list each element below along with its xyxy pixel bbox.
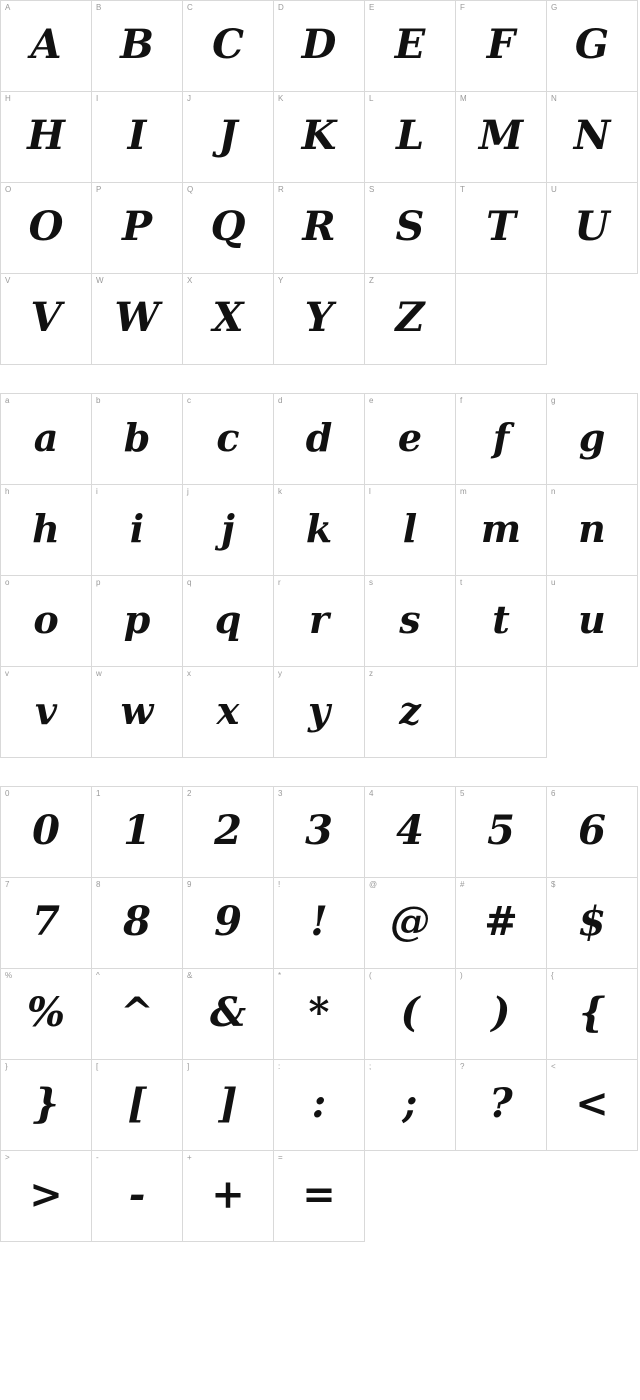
glyph-cell[interactable] (1, 1060, 92, 1151)
glyph-code: s (369, 578, 373, 587)
glyph-cell[interactable] (547, 576, 638, 667)
glyph-code: l (369, 487, 371, 496)
glyph-cell[interactable] (274, 576, 365, 667)
glyph-code: M (460, 94, 467, 103)
glyph-table-digits-symbols (0, 786, 638, 1242)
glyph-cell[interactable] (547, 183, 638, 274)
glyph-cell[interactable] (456, 183, 547, 274)
glyph-cell[interactable] (183, 667, 274, 758)
glyph-cell[interactable] (547, 1060, 638, 1151)
glyph-code: [ (96, 1062, 99, 1071)
glyph-character: = (302, 1170, 336, 1218)
glyph-code: W (96, 276, 104, 285)
glyph-character: X (212, 293, 244, 341)
glyph-cell[interactable] (92, 394, 183, 485)
glyph-code: 0 (5, 789, 10, 798)
glyph-code: 4 (369, 789, 374, 798)
glyph-cell[interactable] (274, 274, 365, 365)
glyph-character: > (29, 1170, 63, 1218)
glyph-cell-blank (365, 1151, 456, 1242)
glyph-cell-blank (456, 1151, 547, 1242)
glyph-cell-blank (547, 667, 638, 758)
table-row (1, 787, 638, 878)
glyph-cell[interactable] (1, 787, 92, 878)
glyph-cell[interactable] (547, 969, 638, 1060)
glyph-cell[interactable] (274, 92, 365, 183)
glyph-character: T (486, 202, 516, 250)
glyph-code: p (96, 578, 101, 587)
table-row (1, 485, 638, 576)
glyph-code: E (369, 3, 375, 12)
glyph-character: ! (310, 897, 328, 945)
glyph-code: T (460, 185, 465, 194)
glyph-cell[interactable] (183, 485, 274, 576)
glyph-character: j (221, 505, 235, 551)
glyph-code: r (278, 578, 281, 587)
glyph-code: Y (278, 276, 284, 285)
glyph-code: B (96, 3, 102, 12)
glyph-character: S (395, 202, 425, 250)
glyph-character: x (216, 687, 240, 733)
glyph-code: D (278, 3, 284, 12)
glyph-code: 1 (96, 789, 101, 798)
glyph-character: m (480, 505, 522, 551)
glyph-block-uppercase (0, 0, 640, 365)
glyph-cell[interactable] (274, 878, 365, 969)
glyph-character: L (395, 111, 425, 159)
glyph-cell[interactable] (365, 1, 456, 92)
glyph-cell[interactable] (456, 787, 547, 878)
glyph-table-uppercase (0, 0, 638, 365)
glyph-code: x (187, 669, 191, 678)
glyph-cell-empty (456, 274, 547, 365)
glyph-code: ? (460, 1062, 465, 1071)
glyph-code: c (187, 396, 191, 405)
glyph-character: V (30, 293, 62, 341)
table-row (1, 274, 638, 365)
glyph-cell[interactable] (274, 1151, 365, 1242)
glyph-character: Y (304, 293, 334, 341)
glyph-cell[interactable] (274, 969, 365, 1060)
glyph-cell[interactable] (92, 485, 183, 576)
glyph-character: K (301, 111, 337, 159)
table-row (1, 576, 638, 667)
glyph-cell-blank (547, 1151, 638, 1242)
block-separator (0, 758, 630, 786)
glyph-character: b (123, 414, 151, 460)
glyph-code: G (551, 3, 558, 12)
table-row (1, 92, 638, 183)
glyph-code: ] (187, 1062, 190, 1071)
glyph-code: < (551, 1062, 556, 1071)
glyph-character: 3 (305, 806, 333, 854)
glyph-code: Z (369, 276, 374, 285)
glyph-cell[interactable] (274, 1, 365, 92)
glyph-code: R (278, 185, 284, 194)
glyph-cell[interactable] (1, 394, 92, 485)
glyph-character: ^ (120, 988, 154, 1036)
glyph-code: 8 (96, 880, 101, 889)
glyph-code: $ (551, 880, 556, 889)
glyph-code: 9 (187, 880, 192, 889)
glyph-code: X (187, 276, 193, 285)
glyph-character: $ (578, 897, 606, 945)
glyph-code: ) (460, 971, 463, 980)
glyph-cell[interactable] (456, 1, 547, 92)
glyph-code: m (460, 487, 467, 496)
table-row (1, 1151, 638, 1242)
glyph-character: { (579, 988, 605, 1036)
glyph-character: 9 (214, 897, 242, 945)
glyph-character: o (33, 596, 59, 642)
glyph-code: j (187, 487, 189, 496)
glyph-code: 7 (5, 880, 10, 889)
glyph-cell[interactable] (365, 274, 456, 365)
glyph-character: z (399, 687, 421, 733)
glyph-code: ! (278, 880, 281, 889)
glyph-character: J (218, 111, 238, 159)
glyph-cell[interactable] (1, 183, 92, 274)
glyph-code: ^ (96, 971, 100, 980)
glyph-character: t (492, 596, 510, 642)
glyph-cell[interactable] (92, 787, 183, 878)
glyph-code: d (278, 396, 283, 405)
glyph-cell[interactable] (274, 787, 365, 878)
glyph-character: } (33, 1079, 59, 1127)
glyph-code: b (96, 396, 101, 405)
glyph-character: r (308, 596, 330, 642)
glyph-cell[interactable] (547, 92, 638, 183)
glyph-character: d (305, 414, 333, 460)
glyph-code: = (278, 1153, 283, 1162)
glyph-cell[interactable] (92, 667, 183, 758)
glyph-cell[interactable] (92, 576, 183, 667)
glyph-cell[interactable] (92, 1, 183, 92)
glyph-cell[interactable] (547, 1, 638, 92)
table-row (1, 878, 638, 969)
glyph-cell[interactable] (456, 969, 547, 1060)
glyph-code: n (551, 487, 556, 496)
glyph-character: & (209, 988, 247, 1036)
glyph-code: v (5, 669, 9, 678)
glyph-code: 3 (278, 789, 283, 798)
glyph-cell[interactable] (274, 485, 365, 576)
glyph-cell[interactable] (365, 576, 456, 667)
glyph-cell[interactable] (456, 92, 547, 183)
glyph-cell[interactable] (365, 394, 456, 485)
glyph-code: C (187, 3, 193, 12)
table-row (1, 667, 638, 758)
glyph-character: v (34, 687, 58, 733)
glyph-cell[interactable] (365, 485, 456, 576)
glyph-character: 4 (396, 806, 424, 854)
glyph-cell[interactable] (1, 92, 92, 183)
glyph-cell[interactable] (183, 92, 274, 183)
glyph-cell[interactable] (1, 969, 92, 1060)
glyph-cell[interactable] (365, 667, 456, 758)
glyph-character: u (578, 596, 606, 642)
glyph-code: a (5, 396, 10, 405)
glyph-cell[interactable] (92, 969, 183, 1060)
glyph-character: 8 (123, 897, 151, 945)
glyph-cell[interactable] (274, 394, 365, 485)
glyph-character: C (212, 20, 244, 68)
glyph-cell[interactable] (365, 969, 456, 1060)
glyph-character: < (575, 1079, 609, 1127)
glyph-character: p (123, 596, 151, 642)
glyph-cell[interactable] (274, 183, 365, 274)
glyph-code: S (369, 185, 375, 194)
glyph-code: - (96, 1153, 99, 1162)
glyph-code: u (551, 578, 556, 587)
glyph-cell[interactable] (456, 576, 547, 667)
glyph-cell[interactable] (1, 485, 92, 576)
glyph-character: e (397, 414, 423, 460)
glyph-character: q (214, 596, 242, 642)
glyph-character: G (574, 20, 610, 68)
glyph-character: W (114, 293, 160, 341)
glyph-cell[interactable] (183, 394, 274, 485)
glyph-cell[interactable] (92, 878, 183, 969)
glyph-code: e (369, 396, 374, 405)
glyph-code: q (187, 578, 192, 587)
glyph-cell[interactable] (92, 183, 183, 274)
glyph-cell[interactable] (183, 1, 274, 92)
glyph-character: # (484, 897, 518, 945)
glyph-character: P (121, 202, 153, 250)
glyph-character: w (120, 687, 154, 733)
glyph-character: y (307, 687, 331, 733)
glyph-character: O (28, 202, 64, 250)
glyph-character: : (311, 1079, 327, 1127)
glyph-cell[interactable] (456, 878, 547, 969)
glyph-code: O (5, 185, 12, 194)
glyph-code: A (5, 3, 11, 12)
glyph-character: Z (395, 293, 425, 341)
glyph-cell[interactable] (547, 394, 638, 485)
glyph-code: k (278, 487, 282, 496)
glyph-table-lowercase (0, 393, 638, 758)
glyph-code: & (187, 971, 193, 980)
glyph-cell[interactable] (183, 969, 274, 1060)
glyph-code: g (551, 396, 556, 405)
glyph-code: h (5, 487, 10, 496)
glyph-character: 7 (32, 897, 60, 945)
block-separator (0, 365, 630, 393)
glyph-character: 0 (32, 806, 60, 854)
glyph-character: ? (489, 1079, 513, 1127)
glyph-cell[interactable] (456, 394, 547, 485)
glyph-code: % (5, 971, 13, 980)
glyph-character: 2 (214, 806, 242, 854)
glyph-character: k (305, 505, 333, 551)
glyph-code: f (460, 396, 463, 405)
glyph-character: i (129, 505, 145, 551)
glyph-cell[interactable] (183, 183, 274, 274)
glyph-character: g (578, 414, 606, 460)
glyph-character: @ (390, 897, 430, 945)
glyph-cell[interactable] (183, 787, 274, 878)
glyph-code: { (551, 971, 554, 980)
glyph-code: 2 (187, 789, 192, 798)
glyph-cell[interactable] (1, 274, 92, 365)
glyph-character: ( (400, 988, 420, 1036)
glyph-code: t (460, 578, 463, 587)
glyph-character: F (486, 20, 516, 68)
glyph-block-lowercase (0, 393, 640, 758)
glyph-character: U (574, 202, 610, 250)
glyph-code: K (278, 94, 284, 103)
glyph-character: 1 (123, 806, 151, 854)
glyph-cell[interactable] (1, 878, 92, 969)
glyph-character: I (127, 111, 147, 159)
glyph-cell[interactable] (547, 787, 638, 878)
glyph-character: - (128, 1170, 146, 1218)
glyph-cell[interactable] (456, 1060, 547, 1151)
glyph-character: A (30, 20, 62, 68)
glyph-character: f (492, 414, 510, 460)
glyph-code: H (5, 94, 11, 103)
glyph-cell[interactable] (365, 878, 456, 969)
glyph-cell[interactable] (1, 1, 92, 92)
glyph-character: H (27, 111, 65, 159)
glyph-code: y (278, 669, 282, 678)
glyph-code: N (551, 94, 557, 103)
glyph-code: # (460, 880, 465, 889)
glyph-cell[interactable] (183, 576, 274, 667)
glyph-code: o (5, 578, 10, 587)
glyph-cell[interactable] (183, 1060, 274, 1151)
glyph-character: l (402, 505, 418, 551)
table-row (1, 969, 638, 1060)
glyph-cell[interactable] (92, 92, 183, 183)
glyph-code: L (369, 94, 374, 103)
table-row (1, 1060, 638, 1151)
glyph-code: > (5, 1153, 10, 1162)
glyph-cell[interactable] (547, 878, 638, 969)
glyph-character: M (478, 111, 524, 159)
glyph-cell[interactable] (365, 1060, 456, 1151)
glyph-character: a (33, 414, 59, 460)
glyph-character: ; (402, 1079, 418, 1127)
glyph-cell[interactable] (365, 92, 456, 183)
glyph-code: U (551, 185, 557, 194)
glyph-code: I (96, 94, 99, 103)
glyph-code: F (460, 3, 465, 12)
glyph-cell-empty (456, 667, 547, 758)
glyph-cell[interactable] (365, 183, 456, 274)
glyph-character: s (399, 596, 421, 642)
glyph-code: } (5, 1062, 8, 1071)
glyph-code: + (187, 1153, 192, 1162)
glyph-character: B (120, 20, 154, 68)
glyph-code: P (96, 185, 102, 194)
table-row (1, 1, 638, 92)
glyph-cell[interactable] (1, 576, 92, 667)
glyph-cell[interactable] (1, 1151, 92, 1242)
glyph-character: n (578, 505, 606, 551)
glyph-cell[interactable] (183, 878, 274, 969)
glyph-code: @ (369, 880, 378, 889)
glyph-cell[interactable] (92, 274, 183, 365)
glyph-character: D (301, 20, 337, 68)
glyph-character: * (308, 988, 330, 1036)
table-row (1, 394, 638, 485)
glyph-cell[interactable] (274, 1060, 365, 1151)
glyph-cell[interactable] (274, 667, 365, 758)
glyph-character: E (394, 20, 426, 68)
glyph-code: ; (369, 1062, 372, 1071)
glyph-character: Q (210, 202, 246, 250)
glyph-code: : (278, 1062, 281, 1071)
glyph-code: Q (187, 185, 194, 194)
glyph-code: J (187, 94, 191, 103)
glyph-character: h (32, 505, 60, 551)
glyph-character: 6 (578, 806, 606, 854)
glyph-cell[interactable] (456, 485, 547, 576)
glyph-code: z (369, 669, 373, 678)
glyph-character: [ (127, 1079, 147, 1127)
glyph-cell[interactable] (547, 485, 638, 576)
glyph-cell-blank (547, 274, 638, 365)
glyph-cell[interactable] (92, 1060, 183, 1151)
glyph-code: i (96, 487, 98, 496)
glyph-character: N (573, 111, 611, 159)
glyph-character: + (211, 1170, 245, 1218)
glyph-code: w (96, 669, 102, 678)
glyph-cell[interactable] (92, 1151, 183, 1242)
table-row (1, 183, 638, 274)
glyph-code: V (5, 276, 11, 285)
glyph-cell[interactable] (1, 667, 92, 758)
glyph-code: 5 (460, 789, 465, 798)
glyph-cell[interactable] (365, 787, 456, 878)
glyph-character: R (302, 202, 336, 250)
glyph-character: 5 (487, 806, 515, 854)
glyph-code: ( (369, 971, 372, 980)
glyph-code: * (278, 971, 282, 980)
glyph-character: c (216, 414, 240, 460)
glyph-cell[interactable] (183, 274, 274, 365)
glyph-character: % (26, 988, 65, 1036)
glyph-character: ) (491, 988, 511, 1036)
glyph-character: ] (218, 1079, 238, 1127)
glyph-code: 6 (551, 789, 556, 798)
glyph-block-digits-symbols (0, 786, 640, 1242)
glyph-cell[interactable] (183, 1151, 274, 1242)
